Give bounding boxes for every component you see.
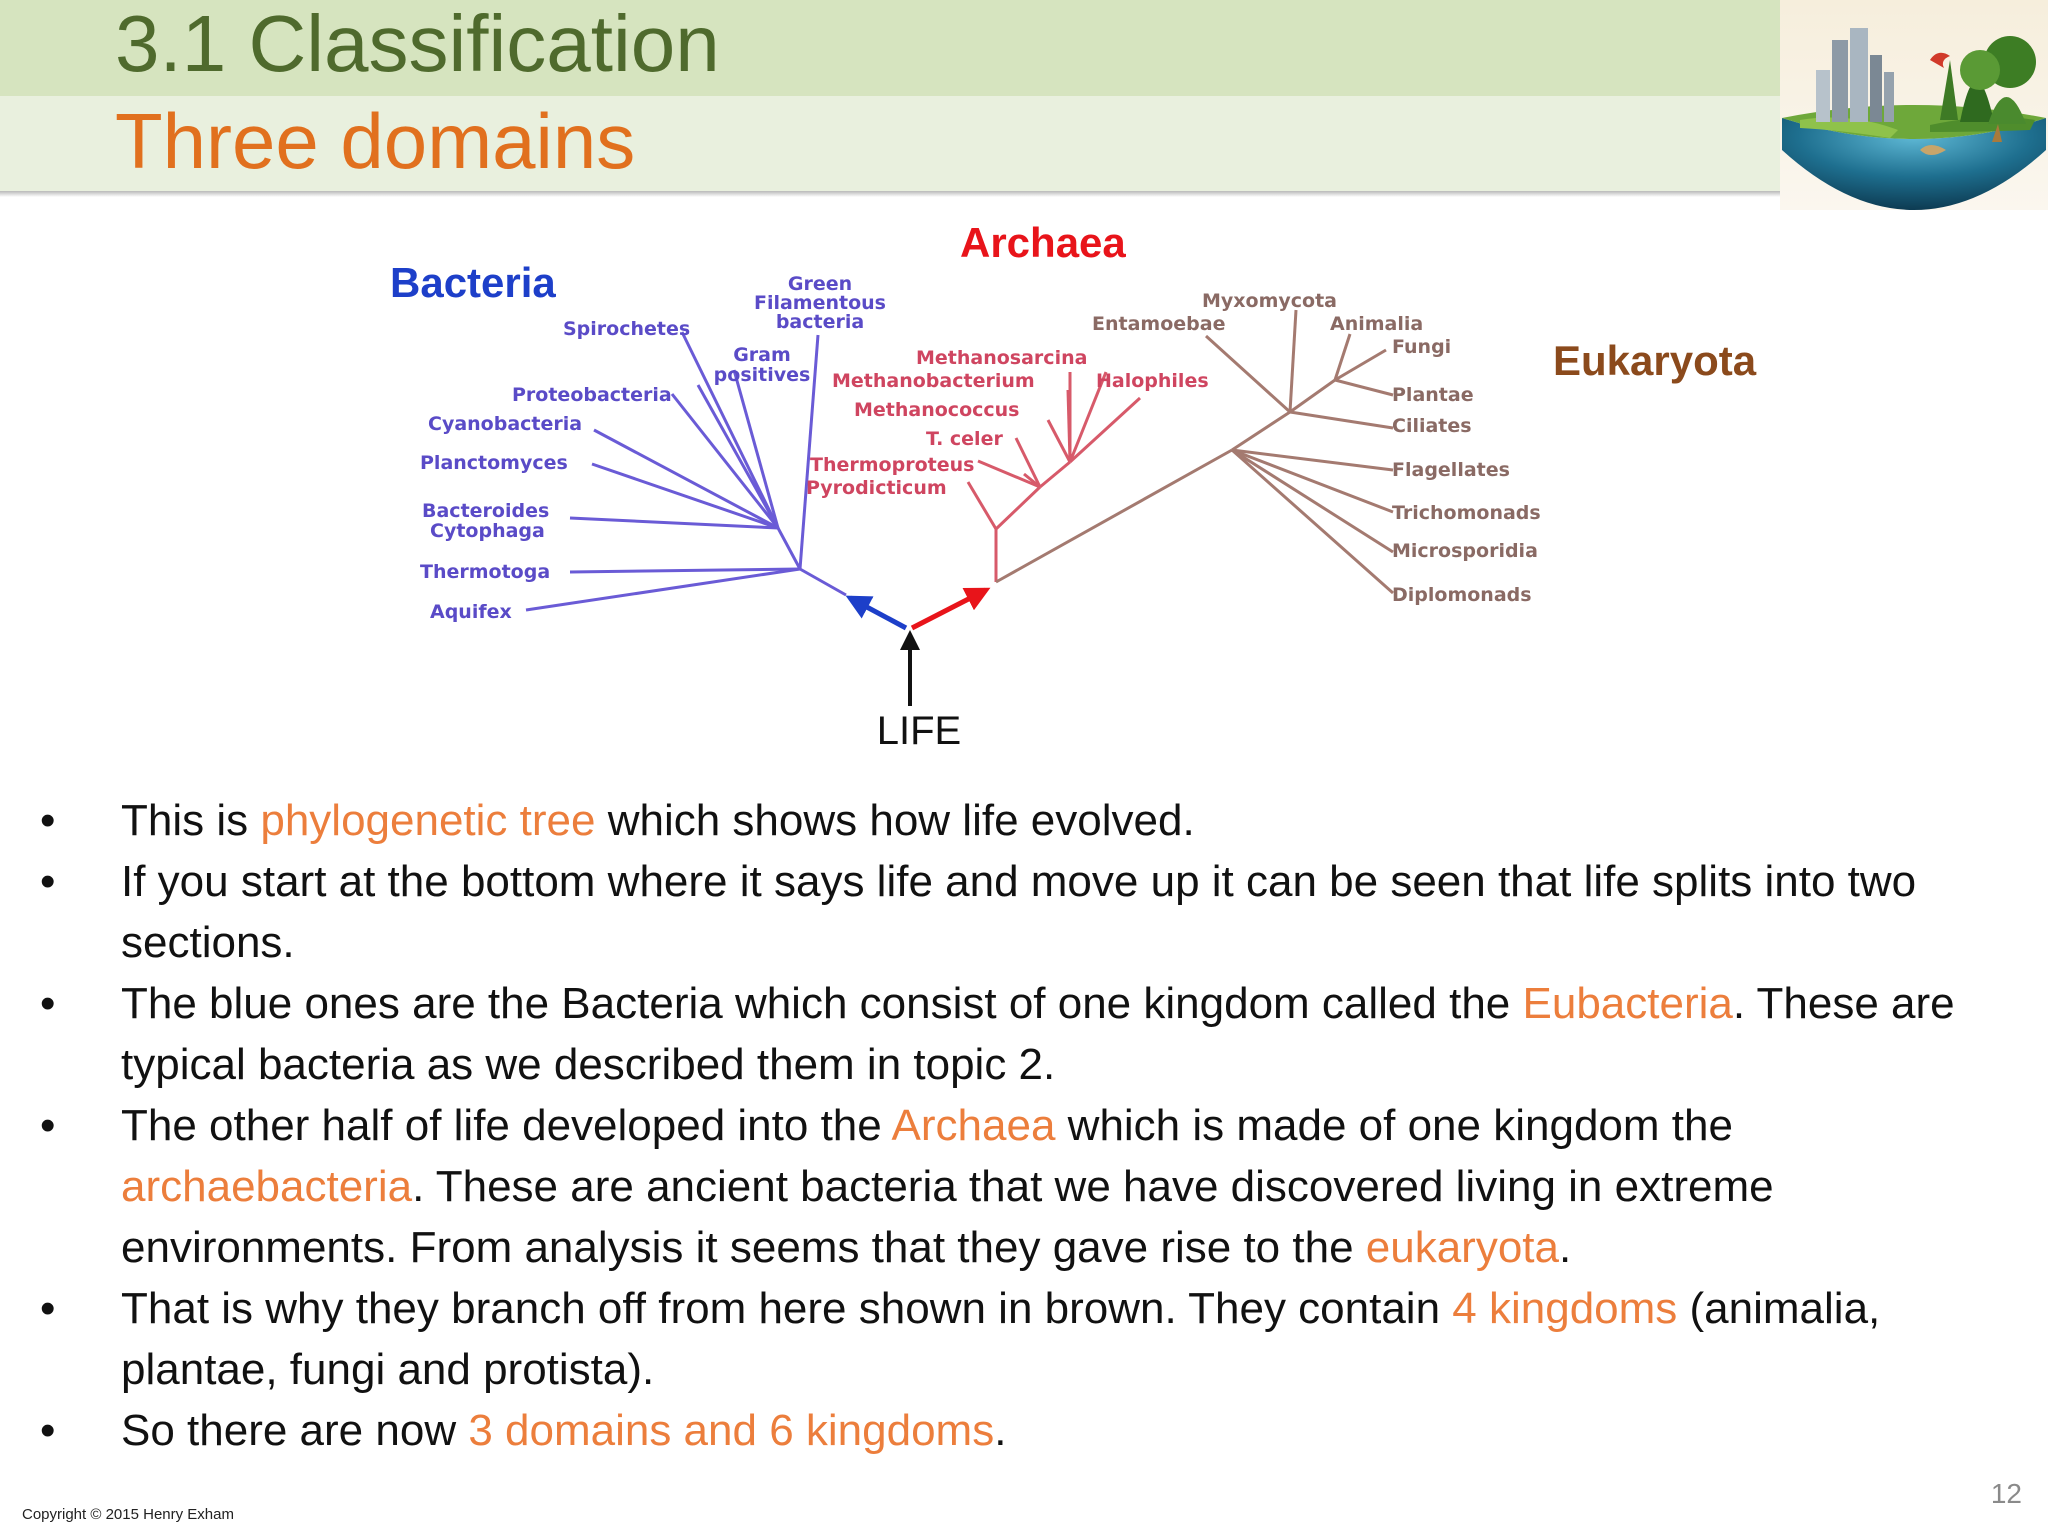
bullet-text: . These are ancient bacteria that we have discovered living in extreme environments. From analysis it seems that they gave rise to the [121,1162,1774,1272]
domain-archaea-label: Archaea [960,219,1126,266]
taxon-animalia: Animalia [1330,313,1424,335]
bullet-text: (animalia, plantae, fungi and protista). [121,1284,1881,1394]
life-root-label: LIFE [876,709,962,753]
bullet-text: This is [121,796,261,845]
highlighted-term: phylogenetic tree [260,796,596,845]
page-number: 12 [1990,1478,2022,1509]
taxon-methanococcus: Methanococcus [854,399,1020,421]
copyright-notice: Copyright © 2015 Henry Exham [22,1506,234,1523]
explanation-bullets [0,790,2048,1461]
highlighted-term: 4 kingdoms [1452,1284,1678,1333]
bullet-item [0,973,2048,1095]
bullet-marker: • [40,1101,56,1150]
taxon-proteobacteria: Proteobacteria [512,384,672,406]
bullet-marker: • [40,979,56,1028]
bullet-item [0,790,2048,851]
slide-subtitle: Three domains [115,97,636,185]
taxon-microsporidia: Microsporidia [1392,540,1538,562]
bullet-item [0,1400,2048,1461]
bullet-text: That is why they branch off from here shown in brown. They contain [121,1284,1453,1333]
highlighted-term: 3 domains and 6 kingdoms [468,1406,995,1455]
taxon-bacteroides: Bacteroides [422,500,550,522]
taxon-t-celer: T. celer [926,428,1003,450]
taxon-cytophaga: Cytophaga [430,520,545,542]
taxon-plantae: Plantae [1392,384,1474,406]
taxon-halophiles: Halophiles [1096,370,1209,392]
taxon-methanosarcina: Methanosarcina [916,347,1088,369]
taxon-aquifex: Aquifex [430,601,512,623]
taxon-methanobacterium: Methanobacterium [832,370,1035,392]
bullet-text: which is made of one kingdom the [1055,1101,1733,1150]
bullet-item [0,851,2048,973]
domain-bacteria-label: Bacteria [390,259,556,306]
archaea-arrow [912,590,986,628]
taxon-diplomonads: Diplomonads [1392,584,1532,606]
bullet-marker: • [40,796,56,845]
taxon-spirochetes: Spirochetes [563,318,691,340]
taxon-gram-positives-2: positives [713,364,811,386]
domain-eukaryota-label: Eukaryota [1553,337,1757,384]
taxon-cyanobacteria: Cyanobacteria [428,413,583,435]
taxon-green-filamentous-2: Filamentous [753,292,887,314]
bullet-item [0,1095,2048,1278]
bullet-text: The blue ones are the Bacteria which consist of one kingdom called the [121,979,1523,1028]
bullet-text: . [1559,1223,1572,1272]
bullet-text: . These are typical bacteria as we described them in topic 2. [121,979,1955,1089]
bullet-text: . [994,1406,1007,1455]
highlighted-term: archaebacteria [121,1162,413,1211]
taxon-green-filamentous-3: bacteria [775,311,865,333]
bullet-marker: • [40,1284,56,1333]
taxon-green-filamentous-1: Green [787,273,853,295]
highlighted-term: Eubacteria [1522,979,1733,1028]
taxon-planctomyces: Planctomyces [420,452,568,474]
taxon-thermotoga: Thermotoga [420,561,551,583]
bullet-text: The other half of life developed into the [121,1101,892,1150]
taxon-ciliates: Ciliates [1392,415,1472,437]
bacteria-arrow [850,598,906,628]
highlighted-term: eukaryota [1365,1223,1559,1272]
slide-title: 3.1 Classification [115,0,720,88]
taxon-flagellates: Flagellates [1392,459,1510,481]
bullet-text: which shows how life evolved. [595,796,1195,845]
taxon-gram-positives-1: Gram [733,344,791,366]
bullet-text: So there are now [121,1406,469,1455]
bullet-marker: • [40,1406,56,1455]
taxon-pyrodicticum: Pyrodicticum [806,477,947,499]
taxon-trichomonads: Trichomonads [1392,502,1541,524]
bullet-text: If you start at the bottom where it says life and move up it can be seen that life splits into two sections. [121,857,1917,967]
bullet-item [0,1278,2048,1400]
taxon-myxomycota: Myxomycota [1202,290,1338,312]
bullet-marker: • [40,857,56,906]
highlighted-term: Archaea [891,1101,1056,1150]
taxon-entamoebae: Entamoebae [1092,313,1226,335]
taxon-thermoproteus: Thermoproteus [810,454,975,476]
taxon-fungi: Fungi [1392,336,1452,358]
